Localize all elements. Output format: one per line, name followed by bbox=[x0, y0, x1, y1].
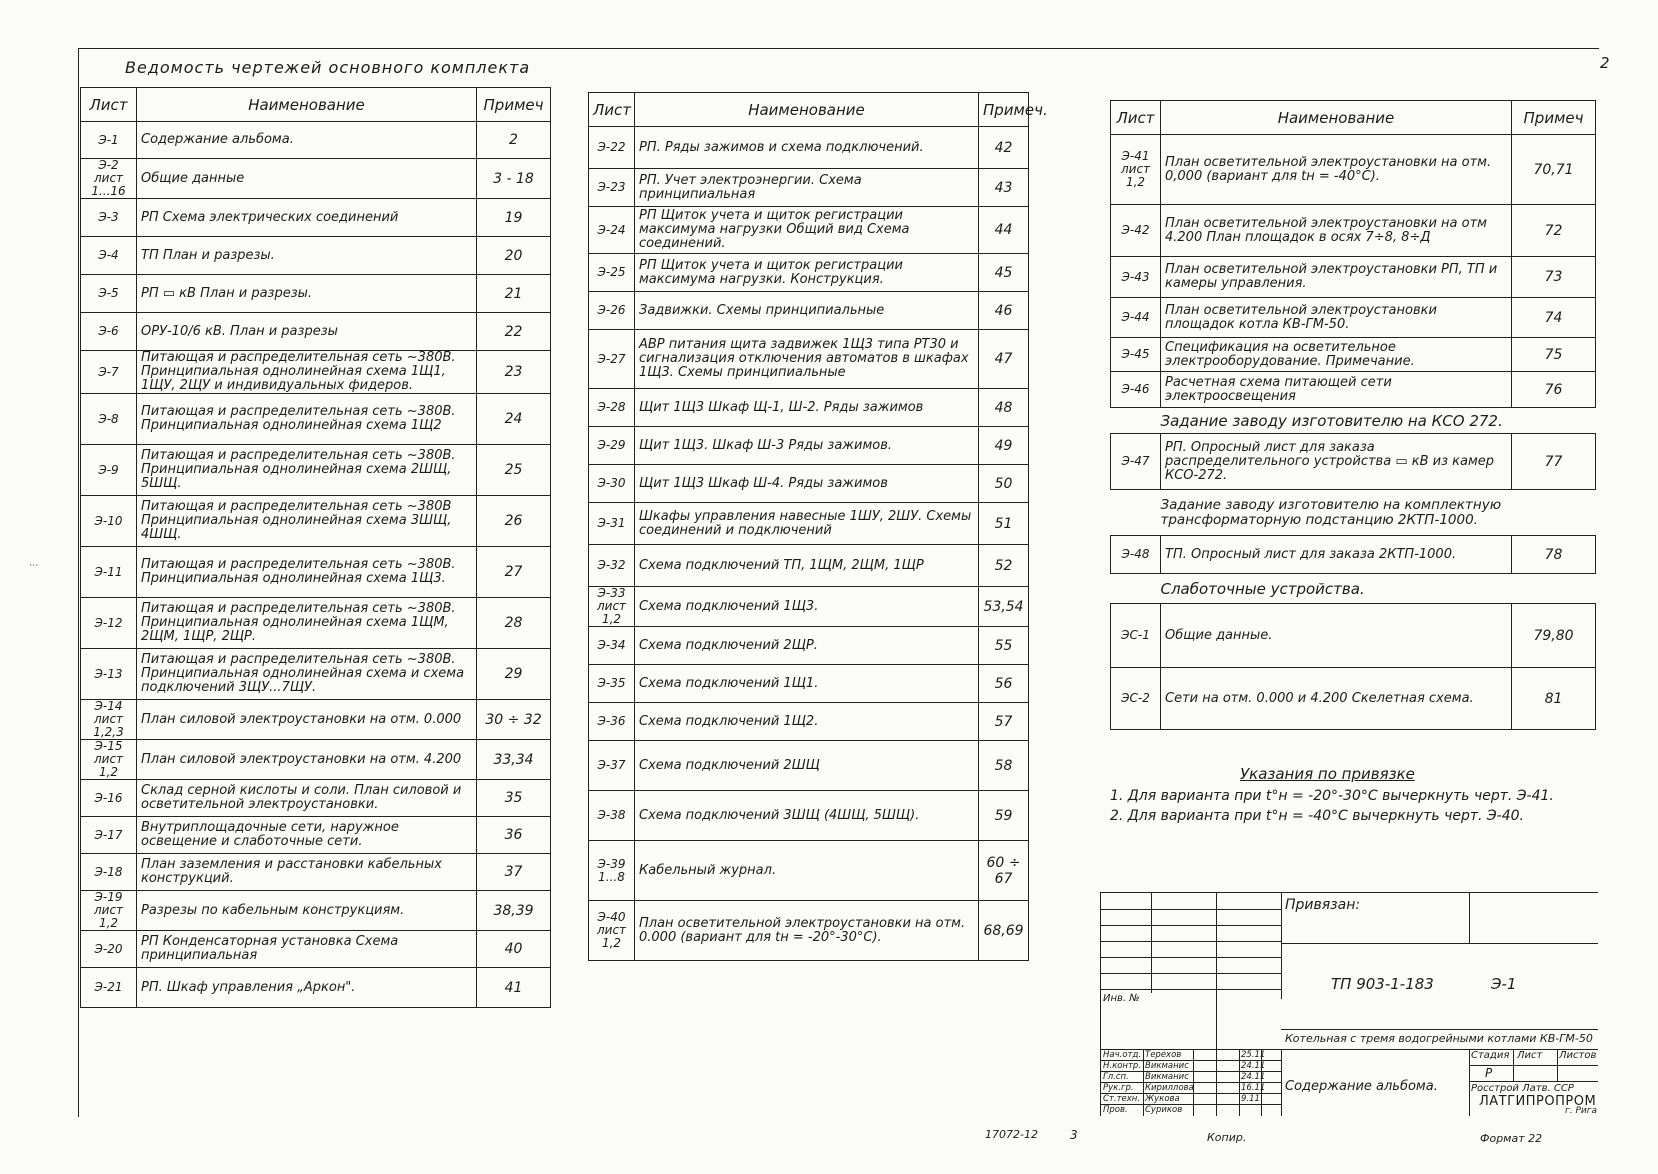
sheet-number: Э-19 лист 1,2 bbox=[81, 891, 137, 931]
signer-name: Кириллова bbox=[1145, 1083, 1194, 1093]
drawing-name: Спецификация на осветительное электрооборудование. Примечание. bbox=[1161, 338, 1512, 372]
sheet-number: Э-8 bbox=[81, 394, 137, 445]
bottom-digit: 3 bbox=[1070, 1128, 1078, 1142]
sheet-pages: 79,80 bbox=[1512, 604, 1596, 668]
drawing-name: РП ▭ кВ План и разрезы. bbox=[137, 275, 477, 313]
table-row bbox=[81, 700, 551, 740]
sheet-number: Э-48 bbox=[1111, 536, 1161, 574]
drawing-name: План осветительной электроустановки на отм. 0,000 (вариант для tн = -40°С). bbox=[1161, 135, 1512, 205]
drawing-name: Схема подключений 1Щ3. bbox=[635, 587, 979, 627]
sheet-pages: 57 bbox=[979, 703, 1029, 741]
sheet-number: Э-23 bbox=[589, 169, 635, 207]
sheet-number: Э-22 bbox=[589, 127, 635, 169]
title-block bbox=[1100, 892, 1598, 1116]
sheet-pages: 36 bbox=[477, 817, 551, 854]
sheet-number: Э-42 bbox=[1111, 205, 1161, 257]
table-row bbox=[81, 931, 551, 968]
sheet-pages: 42 bbox=[979, 127, 1029, 169]
drawing-name: ОРУ-10/6 кВ. План и разрезы bbox=[137, 313, 477, 351]
drawing-name: Содержание альбома. bbox=[137, 122, 477, 159]
table-row bbox=[1111, 668, 1596, 730]
header-note: Примеч bbox=[477, 88, 551, 122]
drawing-name: Разрезы по кабельным конструкциям. bbox=[137, 891, 477, 931]
table-row bbox=[81, 817, 551, 854]
table-row bbox=[589, 389, 1029, 427]
drawing-name: План осветительной электроустановки РП, ТП и камеры управления. bbox=[1161, 257, 1512, 298]
table-row bbox=[81, 199, 551, 237]
table-drawings-3 bbox=[1110, 100, 1596, 730]
sheet-number: Э-18 bbox=[81, 854, 137, 891]
sheet-pages: 26 bbox=[477, 496, 551, 547]
signer-date: 16.11 bbox=[1241, 1083, 1266, 1093]
sheet-pages: 70,71 bbox=[1512, 135, 1596, 205]
sheet-number: ЭС-1 bbox=[1111, 604, 1161, 668]
sheet-pages: 37 bbox=[477, 854, 551, 891]
drawing-name: РП Схема электрических соединений bbox=[137, 199, 477, 237]
drawing-name: Склад серной кислоты и соли. План силовой и осветительной электроустановки. bbox=[137, 780, 477, 817]
drawing-name: РП Щиток учета и щиток регистрации максимума нагрузки. Конструкция. bbox=[635, 254, 979, 292]
drawing-name: РП. Шкаф управления „Аркон". bbox=[137, 968, 477, 1008]
org-line-1: Росстрой Латв. ССР bbox=[1471, 1083, 1574, 1094]
drawing-name: Внутриплощадочные сети, наружное освещение и слаботочные сети. bbox=[137, 817, 477, 854]
sheet-pages: 75 bbox=[1512, 338, 1596, 372]
sheet-pages: 22 bbox=[477, 313, 551, 351]
table-row bbox=[589, 465, 1029, 503]
drawing-name: Схема подключений 2ШЩ bbox=[635, 741, 979, 791]
drawing-name: ТП План и разрезы. bbox=[137, 237, 477, 275]
drawing-name: Питающая и распределительная сеть ~380В Принципиальная однолинейная схема 3ШЩ, 4ШЩ. bbox=[137, 496, 477, 547]
sheet-number: Э-32 bbox=[589, 545, 635, 587]
table-row bbox=[81, 394, 551, 445]
drawing-name: Питающая и распределительная сеть ~380В. Принципиальная однолинейная схема 1Щ3. bbox=[137, 547, 477, 598]
drawing-name: План заземления и расстановки кабельных конструкций. bbox=[137, 854, 477, 891]
drawing-name: План осветительной электроустановки на отм. 0.000 (вариант для tн = -20°-30°С). bbox=[635, 901, 979, 961]
sheet-pages: 53,54 bbox=[979, 587, 1029, 627]
table-row bbox=[81, 968, 551, 1008]
table-row bbox=[589, 841, 1029, 901]
header-name: Наименование bbox=[635, 93, 979, 127]
sheet-pages: 78 bbox=[1512, 536, 1596, 574]
sheet-number: Э-39 1...8 bbox=[589, 841, 635, 901]
sheet-pages: 49 bbox=[979, 427, 1029, 465]
table-row bbox=[589, 127, 1029, 169]
privyazan-label: Привязан: bbox=[1285, 897, 1361, 913]
sheet-number: Э-41 лист 1,2 bbox=[1111, 135, 1161, 205]
table-row bbox=[589, 901, 1029, 961]
drawing-name: Общие данные. bbox=[1161, 604, 1512, 668]
table-row bbox=[81, 854, 551, 891]
sheet-number: Э-33 лист 1,2 bbox=[589, 587, 635, 627]
drawing-name: АВР питания щита задвижек 1Щ3 типа РТ30 и сигнализация отключения автоматов в шкафах 1Щ3. Схемы принципиальные bbox=[635, 330, 979, 389]
signer-role: Ст.техн. bbox=[1103, 1094, 1141, 1104]
table-row bbox=[1111, 338, 1596, 372]
drawing-name: Питающая и распределительная сеть ~380В. Принципиальная однолинейная схема 1Щ1, 1ЩУ, 2ЩУ и индивидуальных фидеров. bbox=[137, 351, 477, 394]
project-code: ТП 903-1-183 bbox=[1331, 975, 1434, 993]
table-row bbox=[81, 159, 551, 199]
drawing-name: План силовой электроустановки на отм. 4.200 bbox=[137, 740, 477, 780]
sheet-pages: 58 bbox=[979, 741, 1029, 791]
signer-role: Гл.сп. bbox=[1103, 1072, 1129, 1082]
table-row bbox=[81, 275, 551, 313]
table-row bbox=[81, 547, 551, 598]
drawing-name: РП Конденсаторная установка Схема принципиальная bbox=[137, 931, 477, 968]
sheet-number: Э-27 bbox=[589, 330, 635, 389]
sheet-pages: 28 bbox=[477, 598, 551, 649]
sheet-number: Э-40 лист 1,2 bbox=[589, 901, 635, 961]
sheet-pages: 40 bbox=[477, 931, 551, 968]
sheet-number: Э-24 bbox=[589, 207, 635, 254]
header-sheet: Лист bbox=[589, 93, 635, 127]
stamp-sheet: Э-1 bbox=[1491, 975, 1517, 993]
signer-name: Викманис bbox=[1145, 1061, 1189, 1071]
table-row bbox=[589, 665, 1029, 703]
drawing-name: Общие данные bbox=[137, 159, 477, 199]
sheet-pages: 19 bbox=[477, 199, 551, 237]
drawing-name: ТП. Опросный лист для заказа 2КТП-1000. bbox=[1161, 536, 1512, 574]
table-row bbox=[81, 649, 551, 700]
table-row bbox=[589, 330, 1029, 389]
section-row bbox=[1111, 490, 1596, 536]
sheet-pages: 50 bbox=[979, 465, 1029, 503]
bottom-number: 17072-12 bbox=[985, 1128, 1038, 1141]
margin-mark: ⋮ bbox=[29, 560, 40, 570]
section-row bbox=[1111, 574, 1596, 604]
table-row bbox=[81, 351, 551, 394]
drawing-name: РП. Ряды зажимов и схема подключений. bbox=[635, 127, 979, 169]
drawing-name: Кабельный журнал. bbox=[635, 841, 979, 901]
drawing-name: Схема подключений 2ЩР. bbox=[635, 627, 979, 665]
listov-header: Листов bbox=[1559, 1050, 1597, 1061]
sheet-number: Э-26 bbox=[589, 292, 635, 330]
section-title: Задание заводу изготовителю на комплектную трансформаторную подстанцию 2КТП-1000. bbox=[1111, 490, 1596, 536]
sheet-pages: 44 bbox=[979, 207, 1029, 254]
hint-line-1: 1. Для варианта при t°н = -20°-30°С вычеркнуть черт. Э-41. bbox=[1110, 788, 1554, 804]
section-title: Слаботочные устройства. bbox=[1111, 574, 1596, 604]
header-sheet: Лист bbox=[81, 88, 137, 122]
page-title: Ведомость чертежей основного комплекта bbox=[125, 58, 531, 77]
signer-name: Терехов bbox=[1145, 1050, 1182, 1060]
drawing-name: РП. Опросный лист для заказа распределительного устройства ▭ кВ из камер КСО-272. bbox=[1161, 434, 1512, 490]
signer-role: Нач.отд. bbox=[1103, 1050, 1142, 1060]
drawing-name: Питающая и распределительная сеть ~380В. Принципиальная однолинейная схема 2ШЩ, 5ШЩ. bbox=[137, 445, 477, 496]
table-drawings-1 bbox=[80, 87, 551, 1008]
table-row bbox=[1111, 135, 1596, 205]
sheet-pages: 60 ÷ 67 bbox=[979, 841, 1029, 901]
sheet-number: Э-14 лист 1,2,3 bbox=[81, 700, 137, 740]
table-row bbox=[81, 496, 551, 547]
header-name: Наименование bbox=[137, 88, 477, 122]
header-name: Наименование bbox=[1161, 101, 1512, 135]
signer-name: Суриков bbox=[1145, 1105, 1183, 1115]
sheet-pages: 77 bbox=[1512, 434, 1596, 490]
drawing-name: РП. Учет электроэнергии. Схема принципиальная bbox=[635, 169, 979, 207]
drawing-name: Задвижки. Схемы принципиальные bbox=[635, 292, 979, 330]
drawing-name: Сети на отм. 0.000 и 4.200 Скелетная схема. bbox=[1161, 668, 1512, 730]
sheet-pages: 76 bbox=[1512, 372, 1596, 408]
sheet-number: Э-6 bbox=[81, 313, 137, 351]
table-row bbox=[589, 427, 1029, 465]
table-row bbox=[1111, 205, 1596, 257]
sheet-pages: 24 bbox=[477, 394, 551, 445]
sheet-number: Э-28 bbox=[589, 389, 635, 427]
drawing-name: Щит 1Щ3 Шкаф Ш-4. Ряды зажимов bbox=[635, 465, 979, 503]
signer-date: 24.11 bbox=[1241, 1072, 1266, 1082]
sheet-number: Э-1 bbox=[81, 122, 137, 159]
table-row bbox=[589, 587, 1029, 627]
sheet-pages: 45 bbox=[979, 254, 1029, 292]
drawing-name: Схема подключений 3ШЩ (4ШЩ, 5ШЩ). bbox=[635, 791, 979, 841]
sheet-number: Э-2 лист 1...16 bbox=[81, 159, 137, 199]
sheet-pages: 25 bbox=[477, 445, 551, 496]
table-row bbox=[1111, 257, 1596, 298]
page-number: 2 bbox=[1600, 54, 1610, 72]
sheet-pages: 27 bbox=[477, 547, 551, 598]
signer-role: Пров. bbox=[1103, 1105, 1128, 1115]
signer-role: Н.контр. bbox=[1103, 1061, 1142, 1071]
sheet-number: Э-36 bbox=[589, 703, 635, 741]
format-label: Формат 22 bbox=[1480, 1132, 1543, 1145]
doc-title: Содержание альбома. bbox=[1285, 1079, 1438, 1094]
sheet-pages: 23 bbox=[477, 351, 551, 394]
sheet-number: Э-43 bbox=[1111, 257, 1161, 298]
hint-line-2: 2. Для варианта при t°н = -40°С вычеркнуть черт. Э-40. bbox=[1110, 808, 1524, 824]
hints-title: Указания по привязке bbox=[1240, 765, 1415, 783]
table-row bbox=[81, 740, 551, 780]
sheet-pages: 59 bbox=[979, 791, 1029, 841]
sheet-pages: 55 bbox=[979, 627, 1029, 665]
table-row bbox=[589, 254, 1029, 292]
sheet-number: Э-20 bbox=[81, 931, 137, 968]
sheet-number: Э-46 bbox=[1111, 372, 1161, 408]
header-note: Примеч. bbox=[979, 93, 1029, 127]
sheet-pages: 43 bbox=[979, 169, 1029, 207]
drawing-name: План осветительной электроустановки площадок котла КВ-ГМ-50. bbox=[1161, 298, 1512, 338]
sheet-pages: 41 bbox=[477, 968, 551, 1008]
sheet-pages: 48 bbox=[979, 389, 1029, 427]
table-row bbox=[1111, 536, 1596, 574]
section-row bbox=[1111, 408, 1596, 434]
table-row bbox=[1111, 298, 1596, 338]
sheet-pages: 20 bbox=[477, 237, 551, 275]
table-row bbox=[589, 292, 1029, 330]
sheet-pages: 73 bbox=[1512, 257, 1596, 298]
signer-date: 24.11 bbox=[1241, 1061, 1266, 1071]
sheet-number: Э-10 bbox=[81, 496, 137, 547]
table-row bbox=[81, 313, 551, 351]
table-row bbox=[81, 122, 551, 159]
sheet-pages: 56 bbox=[979, 665, 1029, 703]
table-row bbox=[1111, 372, 1596, 408]
drawing-name: Щит 1Щ3. Шкаф Ш-3 Ряды зажимов. bbox=[635, 427, 979, 465]
table-row bbox=[1111, 604, 1596, 668]
drawing-name: Шкафы управления навесные 1ШУ, 2ШУ. Схемы соединений и подключений bbox=[635, 503, 979, 545]
drawing-name: Щит 1Щ3 Шкаф Щ-1, Ш-2. Ряды зажимов bbox=[635, 389, 979, 427]
table-row bbox=[589, 169, 1029, 207]
table-row bbox=[81, 237, 551, 275]
sheet-pages: 68,69 bbox=[979, 901, 1029, 961]
signer-name: Викманис bbox=[1145, 1072, 1189, 1082]
sheet-pages: 21 bbox=[477, 275, 551, 313]
sheet-number: Э-47 bbox=[1111, 434, 1161, 490]
signer-date: 25.11 bbox=[1241, 1050, 1266, 1060]
table-row bbox=[81, 445, 551, 496]
sheet-number: Э-34 bbox=[589, 627, 635, 665]
sheet-pages: 2 bbox=[477, 122, 551, 159]
section-title: Задание заводу изготовителю на КСО 272. bbox=[1111, 408, 1596, 434]
copy-label: Копир. bbox=[1207, 1131, 1247, 1144]
signer-date: 9.11 bbox=[1241, 1094, 1260, 1104]
signer-role: Рук.гр. bbox=[1103, 1083, 1134, 1093]
sheet-number: Э-35 bbox=[589, 665, 635, 703]
list-header: Лист bbox=[1517, 1050, 1543, 1061]
sheet-pages: 47 bbox=[979, 330, 1029, 389]
sheet-number: Э-44 bbox=[1111, 298, 1161, 338]
drawing-name: Схема подключений 1Щ2. bbox=[635, 703, 979, 741]
sheet-pages: 35 bbox=[477, 780, 551, 817]
sheet-pages: 52 bbox=[979, 545, 1029, 587]
sheet-number: Э-7 bbox=[81, 351, 137, 394]
table-drawings-2 bbox=[588, 92, 1048, 961]
sheet-number: Э-31 bbox=[589, 503, 635, 545]
sheet-pages: 46 bbox=[979, 292, 1029, 330]
drawing-name: Схема подключений 1Щ1. bbox=[635, 665, 979, 703]
sheet-pages: 33,34 bbox=[477, 740, 551, 780]
table-row bbox=[589, 207, 1029, 254]
sheet-number: Э-13 bbox=[81, 649, 137, 700]
table-row bbox=[589, 545, 1029, 587]
sheet-number: Э-45 bbox=[1111, 338, 1161, 372]
drawing-name: РП Щиток учета и щиток регистрации максимума нагрузки Общий вид Схема соединений. bbox=[635, 207, 979, 254]
inv-label: Инв. № bbox=[1103, 993, 1140, 1004]
sheet-number: ЭС-2 bbox=[1111, 668, 1161, 730]
sheet-number: Э-4 bbox=[81, 237, 137, 275]
table-row bbox=[589, 627, 1029, 665]
header-sheet: Лист bbox=[1111, 101, 1161, 135]
sheet-pages: 30 ÷ 32 bbox=[477, 700, 551, 740]
sheet-number: Э-38 bbox=[589, 791, 635, 841]
sheet-number: Э-29 bbox=[589, 427, 635, 465]
stage-header: Стадия bbox=[1471, 1050, 1510, 1061]
stage-value: Р bbox=[1485, 1066, 1493, 1080]
sheet-pages: 38,39 bbox=[477, 891, 551, 931]
drawing-name: Расчетная схема питающей сети электроосвещения bbox=[1161, 372, 1512, 408]
sheet-number: Э-3 bbox=[81, 199, 137, 237]
sheet-number: Э-5 bbox=[81, 275, 137, 313]
sheet-number: Э-16 bbox=[81, 780, 137, 817]
table-row bbox=[81, 598, 551, 649]
sheet-pages: 3 - 18 bbox=[477, 159, 551, 199]
drawing-name: Питающая и распределительная сеть ~380В. Принципиальная однолинейная схема и схема подключений 3ЩУ...7ЩУ. bbox=[137, 649, 477, 700]
sheet-number: Э-25 bbox=[589, 254, 635, 292]
sheet-number: Э-15 лист 1,2 bbox=[81, 740, 137, 780]
signer-name: Жукова bbox=[1145, 1094, 1180, 1104]
sheet-number: Э-30 bbox=[589, 465, 635, 503]
sheet-pages: 29 bbox=[477, 649, 551, 700]
sheet-pages: 51 bbox=[979, 503, 1029, 545]
sheet-number: Э-9 bbox=[81, 445, 137, 496]
table-row bbox=[589, 791, 1029, 841]
table-row bbox=[1111, 434, 1596, 490]
table-row bbox=[589, 503, 1029, 545]
drawing-name: План осветительной электроустановки на отм 4.200 План площадок в осях 7÷8, 8÷Д bbox=[1161, 205, 1512, 257]
sheet-number: Э-12 bbox=[81, 598, 137, 649]
org-line-2: ЛАТГИПРОПРОМ bbox=[1479, 1094, 1597, 1109]
sheet-number: Э-37 bbox=[589, 741, 635, 791]
header-note: Примеч bbox=[1512, 101, 1596, 135]
drawing-name: Питающая и распределительная сеть ~380В. Принципиальная однолинейная схема 1ЩМ, 2ЩМ, 1ЩР, 2ЩР. bbox=[137, 598, 477, 649]
city: г. Рига bbox=[1565, 1106, 1597, 1116]
table-row bbox=[81, 780, 551, 817]
drawing-name: Питающая и распределительная сеть ~380В. Принципиальная однолинейная схема 1Щ2 bbox=[137, 394, 477, 445]
sheet-pages: 74 bbox=[1512, 298, 1596, 338]
table-row bbox=[589, 703, 1029, 741]
sheet-pages: 72 bbox=[1512, 205, 1596, 257]
drawing-name: План силовой электроустановки на отм. 0.000 bbox=[137, 700, 477, 740]
drawing-name: Схема подключений ТП, 1ЩМ, 2ЩМ, 1ЩР bbox=[635, 545, 979, 587]
sheet-number: Э-11 bbox=[81, 547, 137, 598]
table-row bbox=[589, 741, 1029, 791]
sheet-number: Э-17 bbox=[81, 817, 137, 854]
object-name: Котельная с тремя водогрейными котлами КВ-ГМ-50 bbox=[1285, 1032, 1593, 1045]
sheet-pages: 81 bbox=[1512, 668, 1596, 730]
sheet-number: Э-21 bbox=[81, 968, 137, 1008]
table-row bbox=[81, 891, 551, 931]
